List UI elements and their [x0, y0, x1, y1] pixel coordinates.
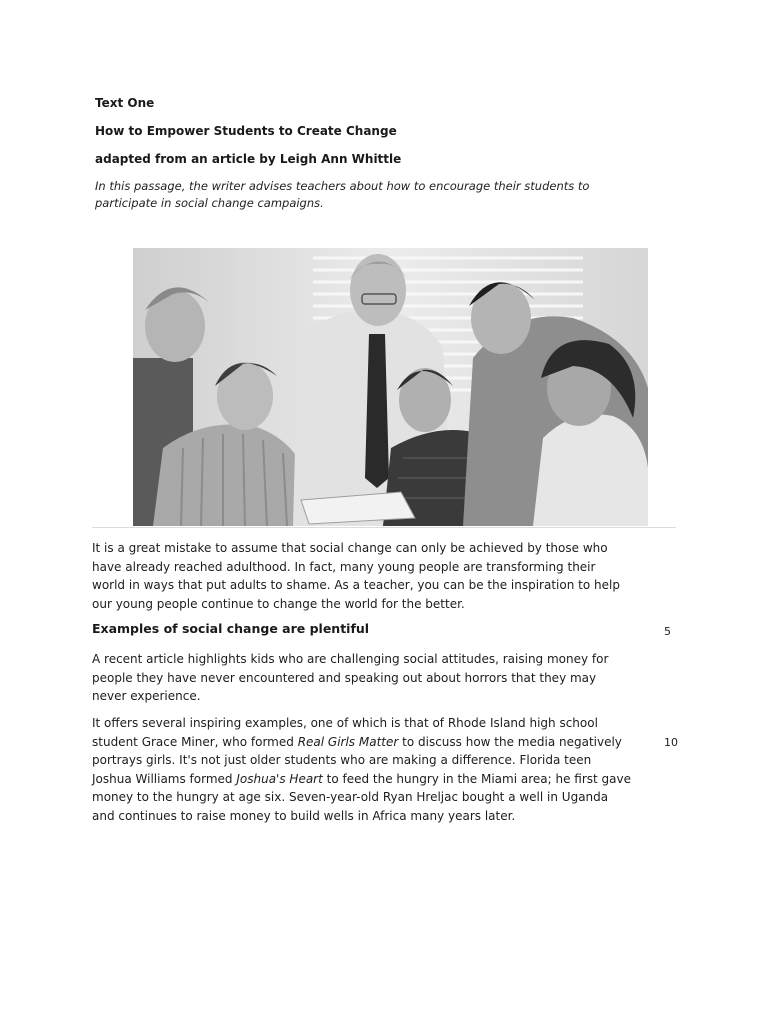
paragraph-line: and continues to raise money to build wells in Africa many years later. — [92, 808, 516, 823]
line-number-10: 10 — [664, 736, 678, 749]
article-byline: adapted from an article by Leigh Ann Whittle — [95, 152, 402, 166]
paragraph-line: never experience. — [92, 689, 201, 703]
paragraph-line: It is a great mistake to assume that social change can only be achieved by those who — [92, 541, 608, 555]
text-label: Text One — [95, 96, 155, 110]
paragraph-line: world in ways that put adults to shame. As a teacher, you can be the inspiration to help — [92, 578, 620, 592]
paragraph-line: money to the hungry at age six. Seven-year-old Ryan Hreljac bought a well in Uganda — [92, 790, 609, 804]
line-text: to discuss how the media negatively — [398, 734, 622, 749]
photo-of-teacher-and-students-icon — [133, 248, 648, 526]
paragraph-3 — [92, 714, 652, 825]
paragraph-line: A recent article highlights kids who are challenging social attitudes, raising money for — [92, 652, 609, 666]
organization-name: Joshua's Heart — [236, 771, 323, 786]
intro-note — [95, 178, 595, 212]
intro-line: In this passage, the writer advises teachers about how to encourage their students to — [95, 179, 590, 193]
article-title: How to Empower Students to Create Change — [95, 124, 397, 138]
paragraph-line: people they have never encountered and speaking out about horrors that they may — [92, 670, 597, 685]
photo-divider — [92, 527, 676, 528]
intro-line: participate in social change campaigns. — [95, 196, 324, 210]
organization-name: Real Girls Matter — [297, 734, 399, 749]
section-subheading: Examples of social change are plentiful — [92, 621, 370, 636]
line-number-5: 5 — [664, 625, 671, 638]
paragraph-1 — [92, 539, 652, 613]
paragraph-line: It offers several inspiring examples, one of which is that of Rhode Island high school — [92, 716, 598, 730]
line-text: Joshua Williams formed — [92, 771, 237, 786]
paragraph-2 — [92, 650, 652, 706]
line-text: to feed the hungry in the Miami area; he first gave — [322, 771, 631, 786]
paragraph-line: portrays girls. It's not just older students who are making a difference. Florida teen — [92, 753, 592, 767]
paragraph-line — [92, 733, 652, 752]
article-photo — [133, 248, 648, 526]
paragraph-line: have already reached adulthood. In fact, many young people are transforming their — [92, 559, 596, 574]
paragraph-line: our young people continue to change the world for the better. — [92, 596, 465, 611]
paragraph-line — [92, 770, 652, 789]
line-text: student Grace Miner, who formed — [92, 734, 298, 749]
